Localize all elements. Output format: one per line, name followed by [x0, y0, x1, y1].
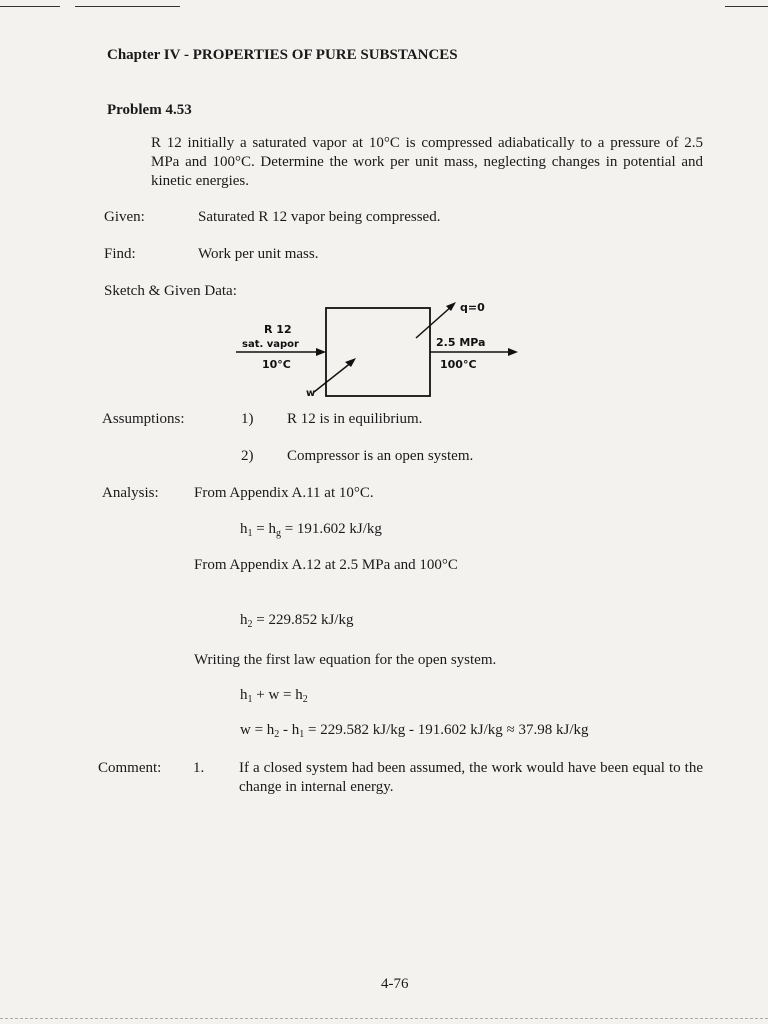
- given-label: Given:: [104, 209, 145, 225]
- h2-equation: $h_2 = 229.852$ kJ/kg: [240, 612, 354, 630]
- work-line: [314, 362, 352, 392]
- find-label: Find:: [104, 246, 136, 262]
- work-equation: $w = h_2 - h_1 = 229.582$ kJ/kg - 191.602 kJ/kg ≈ 37.98 kJ/kg: [240, 722, 589, 740]
- heat-line: [416, 306, 452, 338]
- top-rule-left: [0, 6, 60, 7]
- assumption-2-text: Compressor is an open system.: [287, 448, 474, 464]
- outlet-pressure-label: 2.5 MPa: [436, 336, 486, 349]
- assumption-1-num: 1): [241, 411, 254, 427]
- sketch-label: Sketch & Given Data:: [104, 283, 237, 299]
- page-number: 4-76: [381, 976, 409, 992]
- assumption-1-text: R 12 is in equilibrium.: [287, 411, 423, 427]
- problem-statement: R 12 initially a saturated vapor at 10°C is compressed adiabatically to a pressure of 2.5 MPa and 100°C. Determine the work per unit mass, neglecting changes in potential and kinetic energies.: [151, 135, 703, 189]
- inlet-fluid-label: R 12: [264, 323, 292, 336]
- bottom-rule: [0, 1018, 768, 1019]
- comment-text: If a closed system had been assumed, the work would have been equal to the change in internal energy.: [239, 760, 703, 795]
- top-rule-center: [75, 6, 180, 7]
- analysis-line-3: Writing the first law equation for the open system.: [194, 652, 497, 668]
- analysis-line-2: From Appendix A.12 at 2.5 MPa and 100°C: [194, 557, 458, 573]
- work-label: w: [306, 388, 316, 399]
- assumption-2-num: 2): [241, 448, 254, 464]
- control-volume-box: [326, 308, 430, 396]
- top-rule-right: [725, 6, 768, 7]
- heat-label: q=0: [460, 301, 485, 314]
- problem-title: Problem 4.53: [107, 102, 192, 118]
- compressor-sketch: [230, 290, 530, 402]
- chapter-title: Chapter IV - PROPERTIES OF PURE SUBSTANCES: [107, 47, 458, 63]
- comment-num: 1.: [193, 760, 205, 776]
- inlet-temp-label: 10°C: [262, 358, 291, 371]
- analysis-line-1: From Appendix A.11 at 10°C.: [194, 485, 374, 501]
- h1-equation: $h_1 = h_g = 191.602$ kJ/kg: [240, 521, 382, 539]
- find-text: Work per unit mass.: [198, 246, 319, 262]
- analysis-label: Analysis:: [102, 485, 159, 501]
- assumptions-label: Assumptions:: [102, 411, 185, 427]
- inlet-arrowhead: [316, 348, 326, 356]
- energy-equation: $h_1 + w = h_2$: [240, 687, 308, 705]
- given-text: Saturated R 12 vapor being compressed.: [198, 209, 441, 225]
- comment-label: Comment:: [98, 760, 162, 776]
- outlet-arrowhead: [508, 348, 518, 356]
- outlet-temp-label: 100°C: [440, 358, 477, 371]
- inlet-state-label: sat. vapor: [242, 339, 299, 350]
